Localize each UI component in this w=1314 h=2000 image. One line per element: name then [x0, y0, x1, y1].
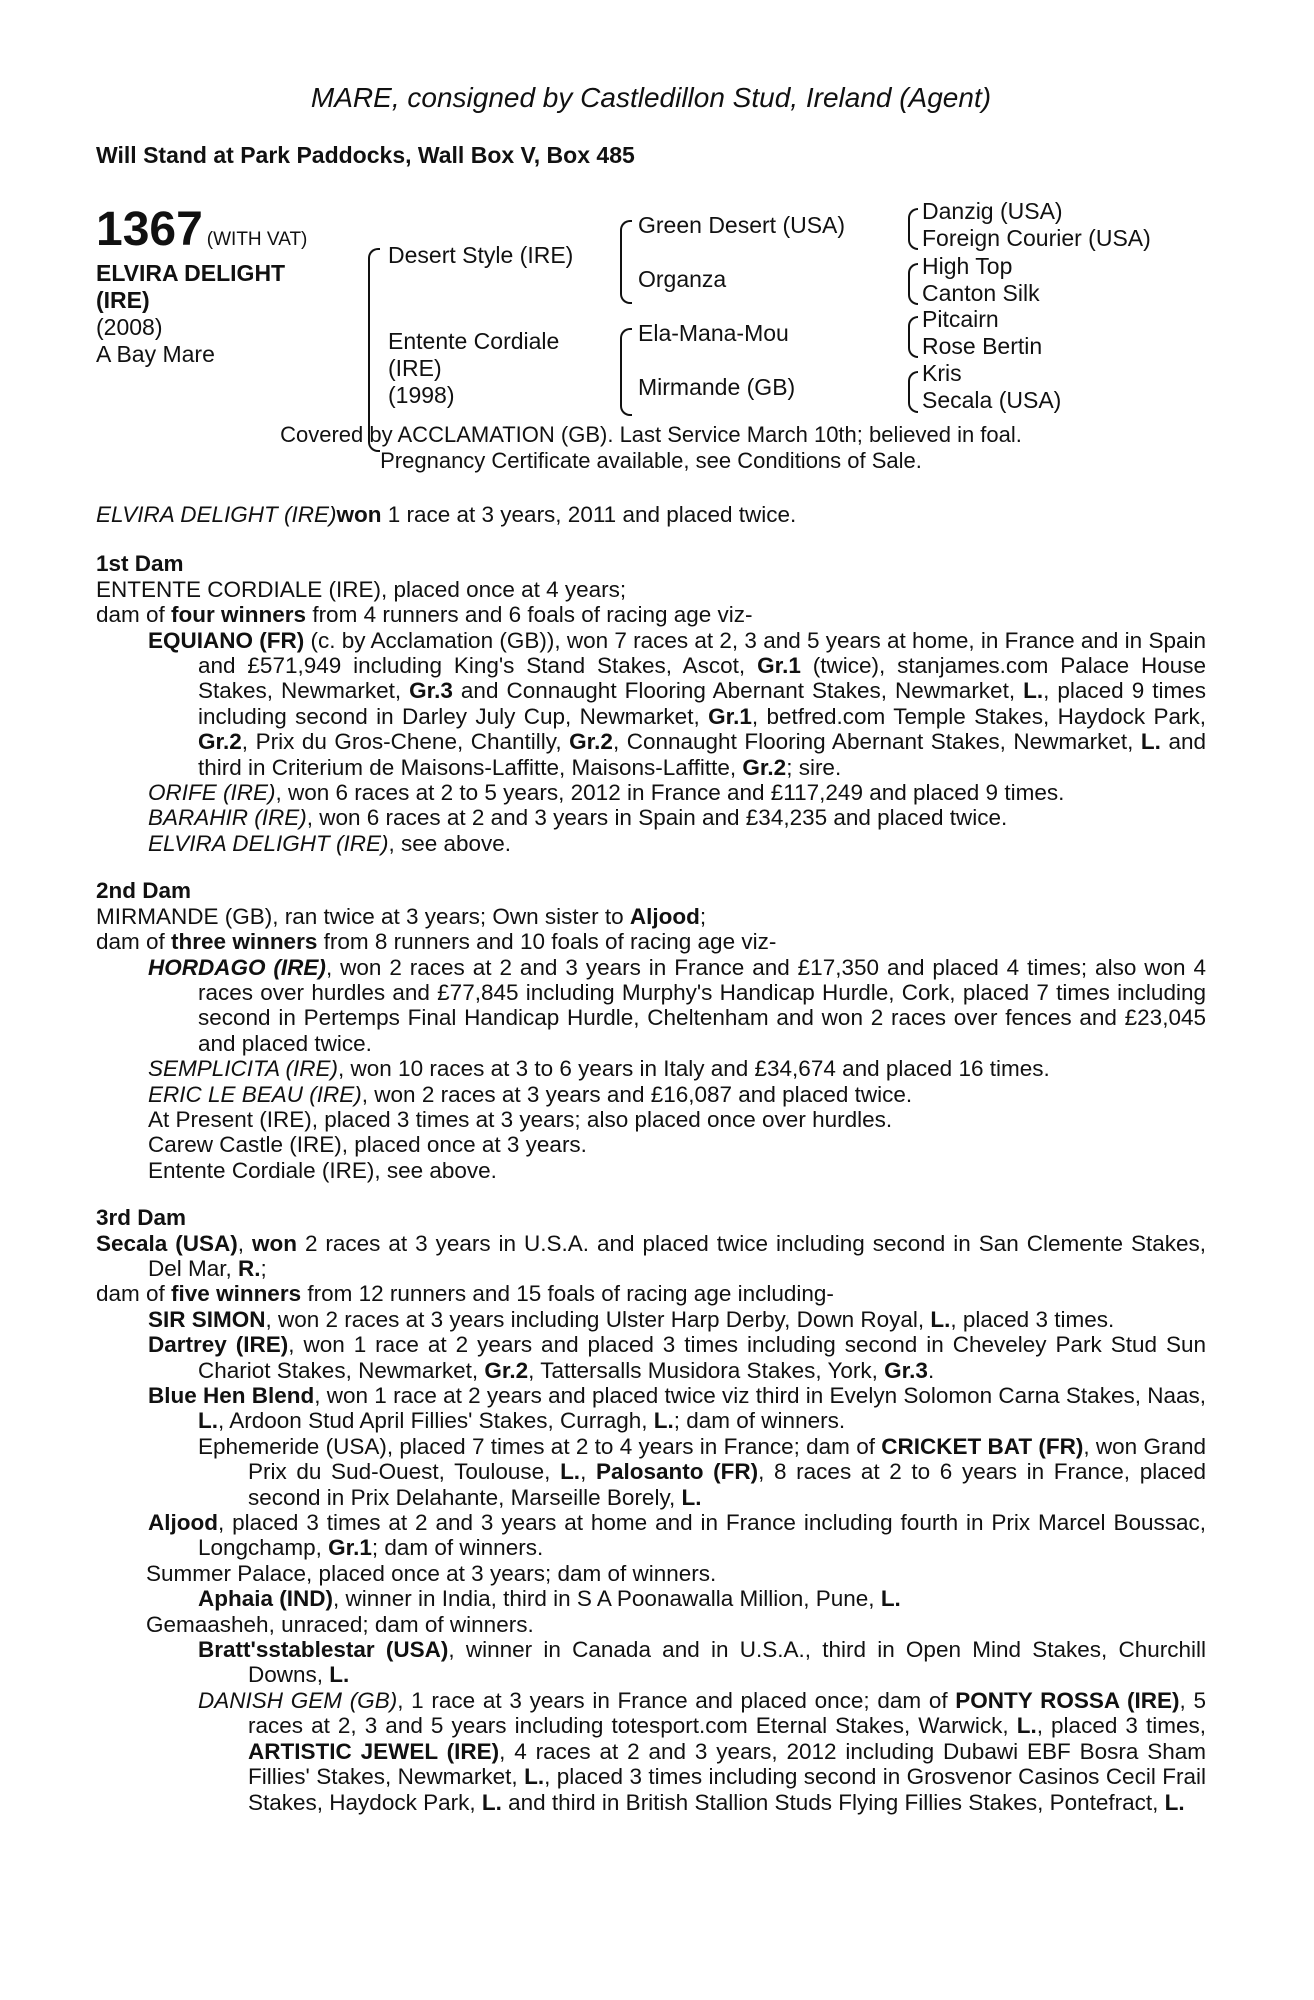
- progeny-ephemeride: Ephemeride (USA), placed 7 times at 2 to 4 years in France; dam of CRICKET BAT (FR), won Grand Prix du Sud-Ouest, Toulouse, L., Palosanto (FR), 8 races at 2 to 6 years in France, placed second in Prix Delahante, Marseille Borely, L.: [198, 1433, 1206, 1510]
- pedigree-brace-sire: [620, 220, 632, 304]
- pedigree-sire: Desert Style (IRE): [388, 242, 574, 268]
- pedigree-brace-dam: [620, 328, 632, 416]
- horse-year: (2008): [96, 314, 163, 340]
- horse-info: [96, 260, 346, 368]
- pedigree-dam: Entente Cordiale (IRE) (1998): [388, 328, 560, 408]
- lot-header: [96, 202, 307, 257]
- pedigree-sdd: Canton Silk: [922, 280, 1040, 306]
- pedigree-brace-gs1: [908, 208, 918, 250]
- pedigree-sire-dam: Organza: [638, 266, 727, 292]
- pedigree-brace-gs3: [908, 316, 918, 358]
- pedigree-ddd: Secala (USA): [922, 387, 1062, 413]
- progeny-sir-simon: SIR SIMON, won 2 races at 3 years including Ulster Harp Derby, Down Royal, L., placed 3 times.: [148, 1306, 1115, 1332]
- catalogue-body: [96, 502, 1206, 1815]
- progeny-orife: ORIFE (IRE), won 6 races at 2 to 5 years, 2012 in France and £117,249 and placed 9 times.: [148, 780, 1065, 806]
- pedigree-dam-dam: Mirmande (GB): [638, 374, 796, 400]
- third-dam-line: Secala (USA), won 2 races at 3 years in U.S.A. and placed twice including second in San Clemente Stakes, Del Mar, R.;: [96, 1230, 1206, 1281]
- progeny-eric-le-beau: ERIC LE BEAU (IRE), won 2 races at 3 years and £16,087 and placed twice.: [148, 1081, 913, 1107]
- pedigree-sire-sire: Green Desert (USA): [638, 212, 846, 238]
- pedigree-sss: Danzig (USA): [922, 198, 1063, 224]
- second-dam-title: 2nd Dam: [96, 878, 192, 904]
- progeny-entente-cordiale: Entente Cordiale (IRE), see above.: [148, 1157, 497, 1183]
- progeny-summer-palace: Summer Palace, placed once at 3 years; dam of winners.: [146, 1560, 717, 1586]
- progeny-dartrey: Dartrey (IRE), won 1 race at 2 years and placed 3 times including second in Cheveley Park Stud Sun Chariot Stakes, Newmarket, Gr.2, Tattersalls Musidora Stakes, York, Gr.3.: [148, 1332, 1206, 1383]
- progeny-equiano: EQUIANO (FR) (c. by Acclamation (GB)), won 7 races at 2, 3 and 5 years at home, in France and in Spain and £571,949 including King's Stand Stakes, Ascot, Gr.1 (twice), stanjames.com Palace House Stakes, Newmarket, Gr.3 and Connaught Flooring Abernant Stakes, Newmarket, L., placed 9 times including second in Darley July Cup, Newmarket, Gr.1, betfred.com Temple Stakes, Haydock Park, Gr.2, Prix du Gros-Chene, Chantilly, Gr.2, Connaught Flooring Abernant Stakes, Newmarket, L. and third in Criterium de Maisons-Laffitte, Maisons-Laffitte, Gr.2; sire.: [148, 627, 1206, 780]
- pedigree-dss: Pitcairn: [922, 306, 999, 332]
- progeny-carew-castle: Carew Castle (IRE), placed once at 3 years.: [148, 1132, 587, 1158]
- second-dam-line: MIRMANDE (GB), ran twice at 3 years; Own sister to Aljood;: [96, 903, 707, 929]
- pedigree-ssd: Foreign Courier (USA): [922, 225, 1151, 251]
- pedigree-dam-sire: Ela-Mana-Mou: [638, 320, 789, 346]
- progeny-elvira: ELVIRA DELIGHT (IRE), see above.: [148, 830, 512, 856]
- first-dam-line: ENTENTE CORDIALE (IRE), placed once at 4 years;: [96, 576, 627, 602]
- pedigree-dds: Kris: [922, 360, 962, 386]
- second-dam-of: dam of three winners from 8 runners and 10 foals of racing age viz-: [96, 929, 777, 955]
- consignor-line: MARE, consigned by Castledillon Stud, Ireland (Agent): [310, 82, 992, 113]
- progeny-blue-hen-blend: Blue Hen Blend, won 1 race at 2 years and placed twice viz third in Evelyn Solomon Carna Stakes, Naas, L., Ardoon Stud April Fillies' Stakes, Curragh, L.; dam of winners.: [148, 1383, 1206, 1434]
- pedigree-brace-gs2: [908, 263, 918, 305]
- progeny-gemaasheh: Gemaasheh, unraced; dam of winners.: [146, 1611, 534, 1637]
- stand-location: Will Stand at Park Paddocks, Wall Box V, Box 485: [96, 142, 635, 168]
- horse-summary: ELVIRA DELIGHT (IRE)won 1 race at 3 years, 2011 and placed twice.: [96, 502, 797, 527]
- progeny-hordago: HORDAGO (IRE), won 2 races at 2 and 3 years in France and £17,350 and placed 4 times; also won 4 races over hurdles and £77,845 including Murphy's Handicap Hurdle, Cork, placed 7 times including second in Pertemps Final Handicap Hurdle, Cheltenham and won 2 races over fences and £23,045 and placed twice.: [148, 954, 1206, 1056]
- pedigree-sds: High Top: [922, 253, 1013, 279]
- pedigree-dsd: Rose Bertin: [922, 333, 1043, 359]
- third-dam-of: dam of five winners from 12 runners and 15 foals of racing age including-: [96, 1281, 834, 1307]
- progeny-barahir: BARAHIR (IRE), won 6 races at 2 and 3 years in Spain and £34,235 and placed twice.: [148, 805, 1008, 831]
- lot-number: 1367: [96, 203, 203, 256]
- progeny-danish-gem: DANISH GEM (GB), 1 race at 3 years in France and placed once; dam of PONTY ROSSA (IRE), 5 races at 2, 3 and 5 years including totesport.com Eternal Stakes, Warwick, L., placed 3 times, ARTISTIC JEWEL (IRE), 4 races at 2 and 3 years, 2012 including Dubawi EBF Bosra Sham Fillies' Stakes, Newmarket, L., placed 3 times including second in Grosvenor Casinos Cecil Frail Stakes, Haydock Park, L. and third in British Stallion Studs Flying Fillies Stakes, Pontefract, L.: [198, 1687, 1207, 1815]
- progeny-at-present: At Present (IRE), placed 3 times at 3 years; also placed once over hurdles.: [148, 1106, 893, 1132]
- horse-country: (IRE): [96, 287, 150, 313]
- progeny-aphaia: Aphaia (IND), winner in India, third in S A Poonawalla Million, Pune, L.: [198, 1586, 901, 1612]
- progeny-aljood: Aljood, placed 3 times at 2 and 3 years at home and in France including fourth in Prix Marcel Boussac, Longchamp, Gr.1; dam of winners.: [148, 1510, 1206, 1561]
- horse-name: ELVIRA DELIGHT: [96, 260, 286, 286]
- first-dam-of: dam of four winners from 4 runners and 6 foals of racing age viz-: [96, 602, 753, 628]
- first-dam-title: 1st Dam: [96, 551, 184, 577]
- vat-label: (WITH VAT): [206, 229, 308, 250]
- horse-description: A Bay Mare: [96, 341, 215, 367]
- pedigree-brace-gs4: [908, 371, 918, 413]
- covered-note: Covered by ACCLAMATION (GB). Last Service March 10th; believed in foal. Pregnancy Certificate available, see Conditions of Sale.: [280, 422, 1022, 473]
- third-dam-title: 3rd Dam: [96, 1205, 187, 1231]
- progeny-bratt: Bratt'sstablestar (USA), winner in Canada and in U.S.A., third in Open Mind Stakes, Churchill Downs, L.: [198, 1637, 1206, 1688]
- progeny-semplicita: SEMPLICITA (IRE), won 10 races at 3 to 6 years in Italy and £34,674 and placed 16 times.: [148, 1056, 1050, 1082]
